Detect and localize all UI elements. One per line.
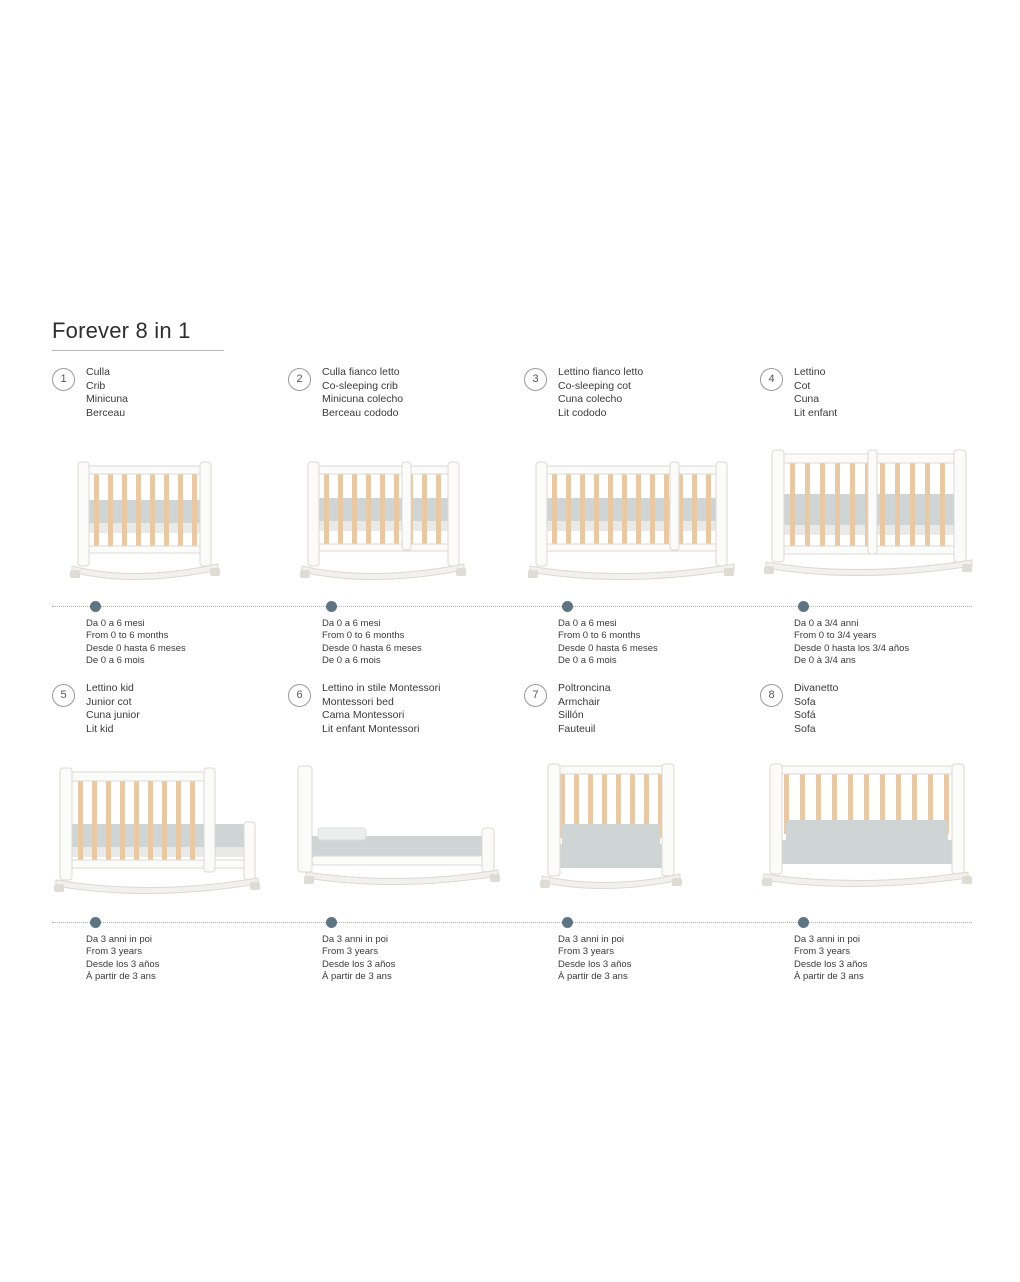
period-en: From 0 to 3/4 years [794, 630, 877, 642]
label-en: Montessori bed [322, 695, 394, 708]
label-en: Crib [86, 379, 106, 392]
period-es: Desde 0 hasta los 3/4 años [794, 642, 910, 654]
period-it: Da 3 anni in poi [86, 934, 153, 945]
period-fr: À partir de 3 ans [558, 971, 628, 983]
period-block-7 [558, 934, 631, 984]
label-it: Lettino fianco letto [558, 366, 644, 378]
timeline-axis-row-1 [52, 606, 972, 607]
step-number-badge: 5 [52, 684, 75, 707]
period-es: Desde los 3 años [86, 958, 160, 970]
step-number-badge: 6 [288, 684, 311, 707]
step-number-badge: 4 [760, 368, 783, 391]
label-es: Cuna [794, 393, 820, 406]
product-labels-2 [322, 366, 403, 420]
period-en: From 0 to 6 months [558, 630, 641, 642]
timeline-dot-4 [798, 601, 809, 612]
label-it: Lettino [794, 366, 826, 378]
label-en: Junior cot [86, 695, 132, 708]
period-block-8 [794, 934, 867, 984]
product-labels-1 [86, 366, 128, 420]
label-it: Culla fianco letto [322, 366, 400, 378]
period-en: From 0 to 6 months [86, 630, 169, 642]
label-en: Armchair [558, 695, 601, 708]
product-illustration-cot [760, 428, 985, 598]
timeline-dot-3 [562, 601, 573, 612]
product-illustration-co-sleeping-cot [524, 428, 749, 598]
product-labels-3 [558, 366, 643, 420]
period-en: From 3 years [794, 946, 850, 958]
label-en: Sofa [794, 695, 816, 708]
label-es: Minicuna [86, 393, 129, 406]
timeline-dot-7 [562, 917, 573, 928]
label-fr: Lit enfant Montessori [322, 722, 420, 735]
timeline-dot-8 [798, 917, 809, 928]
label-en: Co-sleeping cot [558, 379, 631, 392]
timeline-dot-6 [326, 917, 337, 928]
label-fr: Lit enfant [794, 406, 838, 419]
period-es: Desde los 3 años [322, 958, 396, 970]
period-fr: À partir de 3 ans [86, 971, 156, 983]
step-number-badge: 3 [524, 368, 547, 391]
product-illustration-armchair [524, 744, 749, 914]
period-block-1 [86, 618, 186, 668]
page-title: Forever 8 in 1 [52, 318, 191, 343]
label-en: Cot [794, 379, 811, 392]
label-fr: Lit cododo [558, 406, 607, 419]
period-es: Desde 0 hasta 6 meses [558, 642, 658, 654]
period-es: Desde los 3 años [558, 958, 632, 970]
period-it: Da 0 a 6 mesi [322, 618, 381, 629]
label-es: Cama Montessori [322, 709, 405, 722]
step-number-badge: 7 [524, 684, 547, 707]
timeline-dot-1 [90, 601, 101, 612]
label-fr: Sofa [794, 722, 816, 735]
period-block-5 [86, 934, 159, 984]
label-it: Lettino in stile Montessori [322, 682, 441, 694]
product-labels-7 [558, 682, 611, 736]
product-illustration-co-sleeping-crib [288, 428, 513, 598]
period-fr: À partir de 3 ans [322, 971, 392, 983]
product-grid [52, 366, 972, 983]
step-number-badge: 1 [52, 368, 75, 391]
product-illustration-crib-small [52, 428, 277, 598]
period-it: Da 0 a 6 mesi [558, 618, 617, 629]
period-en: From 3 years [558, 946, 614, 958]
label-es: Sofá [794, 709, 816, 722]
timeline-dot-2 [326, 601, 337, 612]
title-divider [52, 350, 224, 351]
product-illustration-montessori-bed [288, 744, 513, 914]
period-en: From 0 to 6 months [322, 630, 405, 642]
product-illustration-sofa [760, 744, 985, 914]
step-number-badge: 8 [760, 684, 783, 707]
label-es: Sillón [558, 709, 584, 722]
period-fr: De 0 a 6 mois [558, 655, 617, 667]
period-block-6 [322, 934, 395, 984]
product-labels-5 [86, 682, 140, 736]
label-es: Minicuna colecho [322, 393, 404, 406]
label-it: Lettino kid [86, 682, 134, 694]
period-fr: De 0 à 3/4 ans [794, 655, 856, 667]
step-number-badge: 2 [288, 368, 311, 391]
period-es: Desde 0 hasta 6 meses [322, 642, 422, 654]
label-it: Poltroncina [558, 682, 611, 694]
product-row-2 [52, 682, 972, 983]
label-fr: Fauteuil [558, 722, 596, 735]
period-it: Da 3 anni in poi [322, 934, 389, 945]
period-it: Da 0 a 3/4 anni [794, 618, 859, 629]
product-labels-6 [322, 682, 440, 736]
label-fr: Berceau [86, 406, 126, 419]
product-labels-8 [794, 682, 838, 736]
period-it: Da 3 anni in poi [558, 934, 625, 945]
period-it: Da 0 a 6 mesi [86, 618, 145, 629]
label-en: Co-sleeping crib [322, 379, 398, 392]
timeline-dot-5 [90, 917, 101, 928]
product-row-1 [52, 366, 972, 667]
period-es: Desde 0 hasta 6 meses [86, 642, 186, 654]
period-block-4 [794, 618, 909, 668]
label-fr: Lit kid [86, 722, 114, 735]
timeline-axis-row-2 [52, 922, 972, 923]
period-block-3 [558, 618, 658, 668]
period-fr: À partir de 3 ans [794, 971, 864, 983]
label-it: Divanetto [794, 682, 839, 694]
label-fr: Berceau cododo [322, 406, 399, 419]
label-es: Cuna junior [86, 709, 140, 722]
period-block-2 [322, 618, 422, 668]
period-en: From 3 years [322, 946, 378, 958]
period-fr: De 0 a 6 mois [86, 655, 145, 667]
period-en: From 3 years [86, 946, 142, 958]
page-title-block [52, 318, 452, 351]
period-it: Da 3 anni in poi [794, 934, 861, 945]
label-it: Culla [86, 366, 110, 378]
label-es: Cuna colecho [558, 393, 623, 406]
period-es: Desde los 3 años [794, 958, 868, 970]
product-illustration-junior-cot [52, 744, 277, 914]
period-fr: De 0 a 6 mois [322, 655, 381, 667]
product-labels-4 [794, 366, 837, 420]
